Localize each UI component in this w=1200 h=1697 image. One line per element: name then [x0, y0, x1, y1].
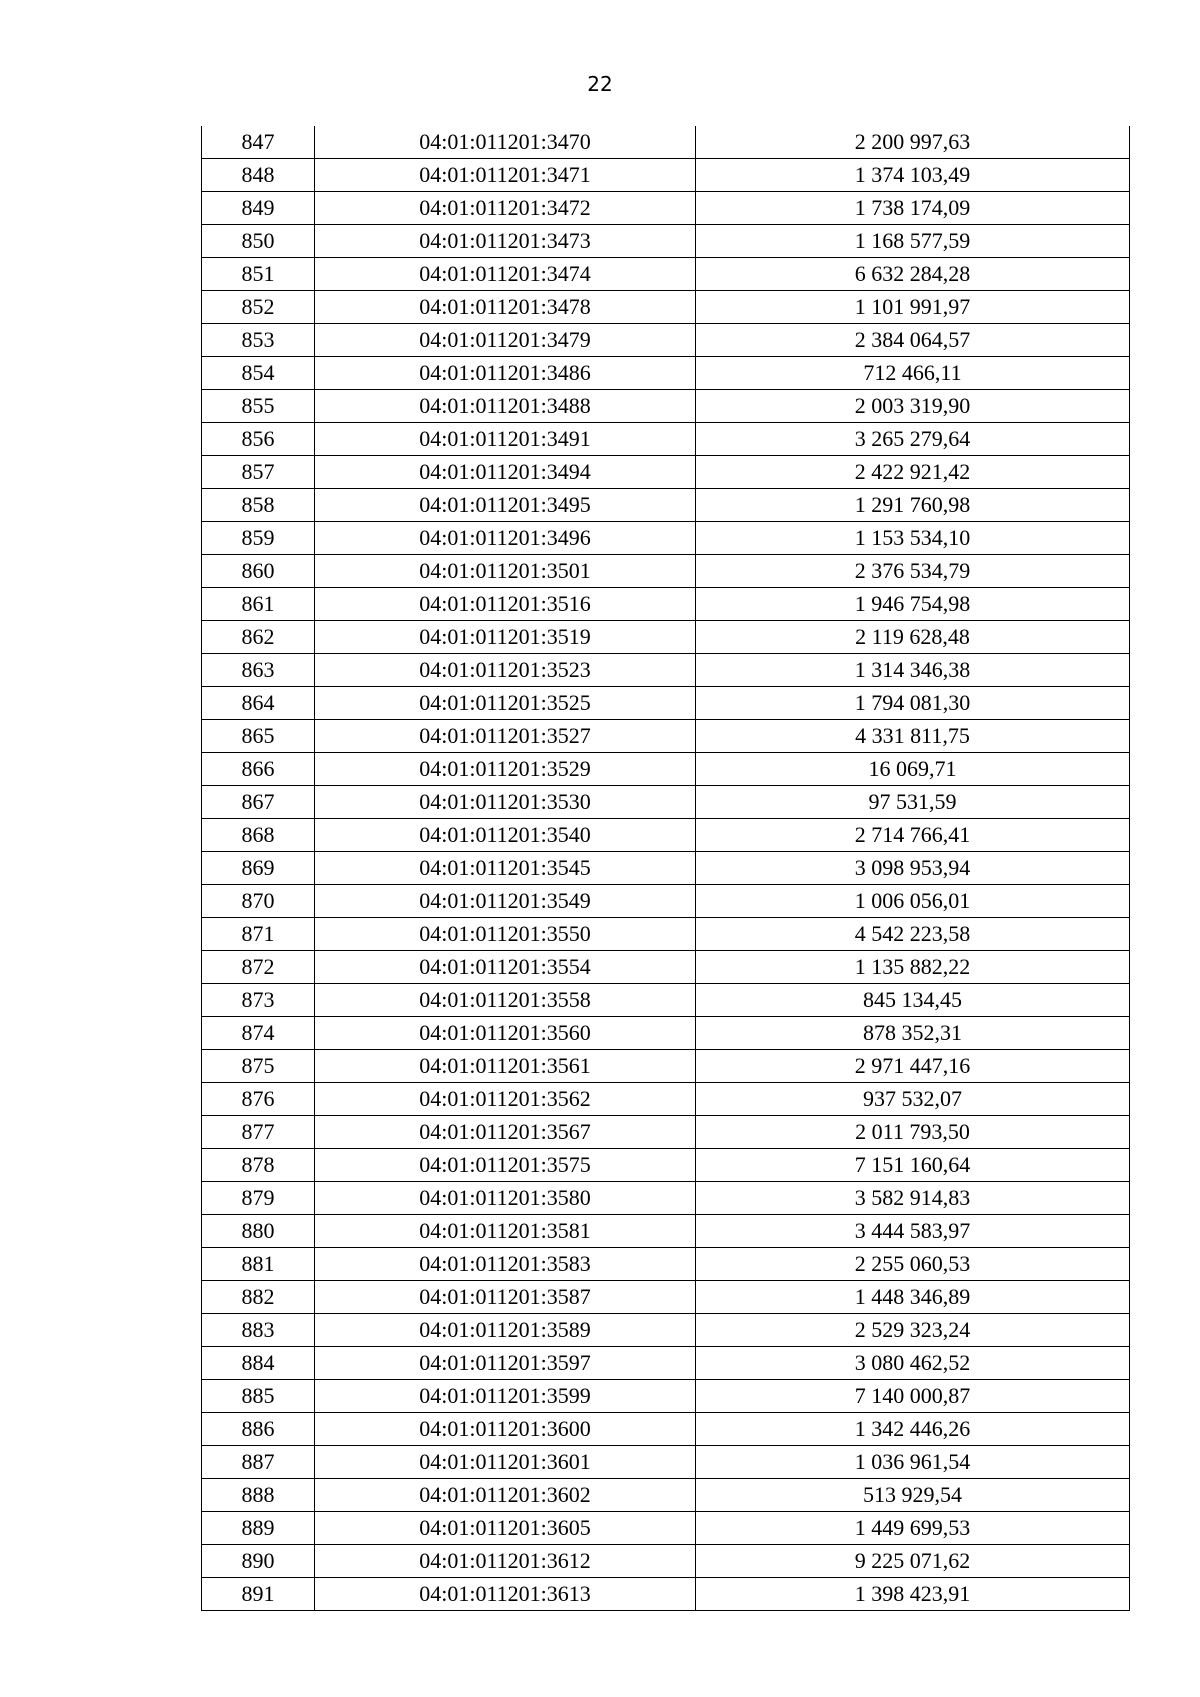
row-number-cell: 867 [202, 786, 315, 819]
cadastral-number-cell: 04:01:011201:3471 [315, 159, 696, 192]
cadastral-value-cell: 2 011 793,50 [696, 1116, 1130, 1149]
cadastral-value-cell: 1 794 081,30 [696, 687, 1130, 720]
row-number-cell: 876 [202, 1083, 315, 1116]
cadastral-number-cell: 04:01:011201:3562 [315, 1083, 696, 1116]
row-number-cell: 850 [202, 225, 315, 258]
cadastral-value-cell: 1 291 760,98 [696, 489, 1130, 522]
table-row [202, 225, 1130, 258]
row-number-cell: 866 [202, 753, 315, 786]
table-row [202, 720, 1130, 753]
cadastral-number-cell: 04:01:011201:3612 [315, 1545, 696, 1578]
cadastral-number-cell: 04:01:011201:3472 [315, 192, 696, 225]
row-number-cell: 871 [202, 918, 315, 951]
table-row [202, 852, 1130, 885]
cadastral-number-cell: 04:01:011201:3545 [315, 852, 696, 885]
cadastral-value-cell: 2 971 447,16 [696, 1050, 1130, 1083]
cadastral-number-cell: 04:01:011201:3530 [315, 786, 696, 819]
row-number-cell: 886 [202, 1413, 315, 1446]
cadastral-value-cell: 3 265 279,64 [696, 423, 1130, 456]
cadastral-number-cell: 04:01:011201:3525 [315, 687, 696, 720]
cadastral-value-cell: 2 255 060,53 [696, 1248, 1130, 1281]
cadastral-value-cell: 2 200 997,63 [696, 126, 1130, 159]
table-row [202, 126, 1130, 159]
cadastral-number-cell: 04:01:011201:3495 [315, 489, 696, 522]
cadastral-value-cell: 2 529 323,24 [696, 1314, 1130, 1347]
table-row [202, 159, 1130, 192]
cadastral-number-cell: 04:01:011201:3470 [315, 126, 696, 159]
cadastral-value-cell: 1 036 961,54 [696, 1446, 1130, 1479]
row-number-cell: 883 [202, 1314, 315, 1347]
row-number-cell: 849 [202, 192, 315, 225]
cadastral-value-cell: 2 422 921,42 [696, 456, 1130, 489]
cadastral-number-cell: 04:01:011201:3478 [315, 291, 696, 324]
cadastral-number-cell: 04:01:011201:3605 [315, 1512, 696, 1545]
cadastral-value-cell: 3 098 953,94 [696, 852, 1130, 885]
table-row [202, 687, 1130, 720]
cadastral-number-cell: 04:01:011201:3567 [315, 1116, 696, 1149]
row-number-cell: 869 [202, 852, 315, 885]
cadastral-value-cell: 1 135 882,22 [696, 951, 1130, 984]
row-number-cell: 890 [202, 1545, 315, 1578]
cadastral-number-cell: 04:01:011201:3575 [315, 1149, 696, 1182]
table-row [202, 819, 1130, 852]
cadastral-number-cell: 04:01:011201:3549 [315, 885, 696, 918]
cadastral-number-cell: 04:01:011201:3491 [315, 423, 696, 456]
row-number-cell: 859 [202, 522, 315, 555]
cadastral-number-cell: 04:01:011201:3474 [315, 258, 696, 291]
cadastral-number-cell: 04:01:011201:3583 [315, 1248, 696, 1281]
cadastral-number-cell: 04:01:011201:3554 [315, 951, 696, 984]
row-number-cell: 875 [202, 1050, 315, 1083]
row-number-cell: 881 [202, 1248, 315, 1281]
cadastral-value-cell: 9 225 071,62 [696, 1545, 1130, 1578]
table-row [202, 390, 1130, 423]
row-number-cell: 858 [202, 489, 315, 522]
row-number-cell: 891 [202, 1578, 315, 1611]
row-number-cell: 884 [202, 1347, 315, 1380]
cadastral-value-cell: 1 738 174,09 [696, 192, 1130, 225]
table-row [202, 357, 1130, 390]
cadastral-number-cell: 04:01:011201:3589 [315, 1314, 696, 1347]
cadastral-number-cell: 04:01:011201:3587 [315, 1281, 696, 1314]
cadastral-value-cell: 2 384 064,57 [696, 324, 1130, 357]
table-row [202, 1512, 1130, 1545]
row-number-cell: 872 [202, 951, 315, 984]
cadastral-number-cell: 04:01:011201:3516 [315, 588, 696, 621]
table-row [202, 1314, 1130, 1347]
cadastral-value-cell: 7 151 160,64 [696, 1149, 1130, 1182]
cadastral-value-cell: 4 542 223,58 [696, 918, 1130, 951]
cadastral-number-cell: 04:01:011201:3479 [315, 324, 696, 357]
cadastral-number-cell: 04:01:011201:3560 [315, 1017, 696, 1050]
cadastral-number-cell: 04:01:011201:3496 [315, 522, 696, 555]
table-row [202, 324, 1130, 357]
row-number-cell: 847 [202, 126, 315, 159]
cadastral-number-cell: 04:01:011201:3580 [315, 1182, 696, 1215]
row-number-cell: 852 [202, 291, 315, 324]
table-body [202, 126, 1130, 1611]
table-row [202, 192, 1130, 225]
cadastral-number-cell: 04:01:011201:3600 [315, 1413, 696, 1446]
cadastral-number-cell: 04:01:011201:3550 [315, 918, 696, 951]
cadastral-value-cell: 97 531,59 [696, 786, 1130, 819]
table-row [202, 1413, 1130, 1446]
row-number-cell: 865 [202, 720, 315, 753]
cadastral-value-cell: 6 632 284,28 [696, 258, 1130, 291]
row-number-cell: 855 [202, 390, 315, 423]
row-number-cell: 854 [202, 357, 315, 390]
row-number-cell: 873 [202, 984, 315, 1017]
cadastral-value-cell: 4 331 811,75 [696, 720, 1130, 753]
cadastral-value-cell: 513 929,54 [696, 1479, 1130, 1512]
table-row [202, 1182, 1130, 1215]
row-number-cell: 880 [202, 1215, 315, 1248]
cadastral-value-cell: 2 003 319,90 [696, 390, 1130, 423]
cadastral-value-cell: 16 069,71 [696, 753, 1130, 786]
cadastral-number-cell: 04:01:011201:3473 [315, 225, 696, 258]
cadastral-number-cell: 04:01:011201:3488 [315, 390, 696, 423]
table-row [202, 588, 1130, 621]
cadastral-number-cell: 04:01:011201:3597 [315, 1347, 696, 1380]
table-row [202, 1248, 1130, 1281]
cadastral-number-cell: 04:01:011201:3486 [315, 357, 696, 390]
table-row [202, 1545, 1130, 1578]
table-row [202, 1149, 1130, 1182]
cadastral-value-cell: 2 376 534,79 [696, 555, 1130, 588]
cadastral-value-cell: 1 374 103,49 [696, 159, 1130, 192]
cadastral-number-cell: 04:01:011201:3494 [315, 456, 696, 489]
row-number-cell: 864 [202, 687, 315, 720]
cadastral-value-cell: 1 101 991,97 [696, 291, 1130, 324]
row-number-cell: 851 [202, 258, 315, 291]
row-number-cell: 863 [202, 654, 315, 687]
row-number-cell: 882 [202, 1281, 315, 1314]
cadastral-number-cell: 04:01:011201:3558 [315, 984, 696, 1017]
cadastral-value-cell: 3 080 462,52 [696, 1347, 1130, 1380]
table-row [202, 885, 1130, 918]
table-row [202, 1479, 1130, 1512]
table-row [202, 258, 1130, 291]
row-number-cell: 860 [202, 555, 315, 588]
cadastral-value-cell: 1 448 346,89 [696, 1281, 1130, 1314]
cadastral-value-cell: 2 714 766,41 [696, 819, 1130, 852]
row-number-cell: 870 [202, 885, 315, 918]
table-row [202, 621, 1130, 654]
table-row [202, 555, 1130, 588]
row-number-cell: 874 [202, 1017, 315, 1050]
table-row [202, 522, 1130, 555]
row-number-cell: 853 [202, 324, 315, 357]
cadastral-number-cell: 04:01:011201:3581 [315, 1215, 696, 1248]
row-number-cell: 857 [202, 456, 315, 489]
cadastral-number-cell: 04:01:011201:3602 [315, 1479, 696, 1512]
row-number-cell: 887 [202, 1446, 315, 1479]
cadastral-value-cell: 1 153 534,10 [696, 522, 1130, 555]
cadastral-value-cell: 3 444 583,97 [696, 1215, 1130, 1248]
cadastral-value-table [201, 126, 1130, 1611]
table-row [202, 786, 1130, 819]
table-row [202, 1380, 1130, 1413]
cadastral-number-cell: 04:01:011201:3540 [315, 819, 696, 852]
cadastral-value-cell: 1 168 577,59 [696, 225, 1130, 258]
cadastral-number-cell: 04:01:011201:3599 [315, 1380, 696, 1413]
row-number-cell: 862 [202, 621, 315, 654]
cadastral-number-cell: 04:01:011201:3523 [315, 654, 696, 687]
cadastral-value-cell: 2 119 628,48 [696, 621, 1130, 654]
table-row [202, 291, 1130, 324]
table-row [202, 1281, 1130, 1314]
cadastral-number-cell: 04:01:011201:3613 [315, 1578, 696, 1611]
row-number-cell: 878 [202, 1149, 315, 1182]
table-row [202, 1446, 1130, 1479]
cadastral-number-cell: 04:01:011201:3529 [315, 753, 696, 786]
table-row [202, 1578, 1130, 1611]
row-number-cell: 861 [202, 588, 315, 621]
cadastral-value-cell: 1 449 699,53 [696, 1512, 1130, 1545]
cadastral-value-cell: 878 352,31 [696, 1017, 1130, 1050]
table-row [202, 654, 1130, 687]
table-row [202, 951, 1130, 984]
cadastral-value-cell: 1 342 446,26 [696, 1413, 1130, 1446]
page-number: 22 [587, 72, 613, 96]
table-row [202, 1347, 1130, 1380]
cadastral-number-cell: 04:01:011201:3561 [315, 1050, 696, 1083]
table-row [202, 1116, 1130, 1149]
cadastral-number-cell: 04:01:011201:3519 [315, 621, 696, 654]
row-number-cell: 879 [202, 1182, 315, 1215]
cadastral-number-cell: 04:01:011201:3501 [315, 555, 696, 588]
table-row [202, 1050, 1130, 1083]
cadastral-value-cell: 712 466,11 [696, 357, 1130, 390]
row-number-cell: 856 [202, 423, 315, 456]
cadastral-value-cell: 1 398 423,91 [696, 1578, 1130, 1611]
table-row [202, 456, 1130, 489]
cadastral-number-cell: 04:01:011201:3527 [315, 720, 696, 753]
cadastral-value-cell: 845 134,45 [696, 984, 1130, 1017]
cadastral-number-cell: 04:01:011201:3601 [315, 1446, 696, 1479]
table-row [202, 423, 1130, 456]
table-row [202, 753, 1130, 786]
cadastral-value-cell: 3 582 914,83 [696, 1182, 1130, 1215]
table-row [202, 984, 1130, 1017]
cadastral-value-cell: 1 946 754,98 [696, 588, 1130, 621]
table-row [202, 918, 1130, 951]
table-row [202, 1083, 1130, 1116]
cadastral-value-cell: 937 532,07 [696, 1083, 1130, 1116]
row-number-cell: 885 [202, 1380, 315, 1413]
table-row [202, 1017, 1130, 1050]
cadastral-value-cell: 7 140 000,87 [696, 1380, 1130, 1413]
cadastral-value-cell: 1 006 056,01 [696, 885, 1130, 918]
table-row [202, 489, 1130, 522]
cadastral-value-cell: 1 314 346,38 [696, 654, 1130, 687]
row-number-cell: 877 [202, 1116, 315, 1149]
row-number-cell: 868 [202, 819, 315, 852]
table-row [202, 1215, 1130, 1248]
row-number-cell: 888 [202, 1479, 315, 1512]
row-number-cell: 848 [202, 159, 315, 192]
row-number-cell: 889 [202, 1512, 315, 1545]
